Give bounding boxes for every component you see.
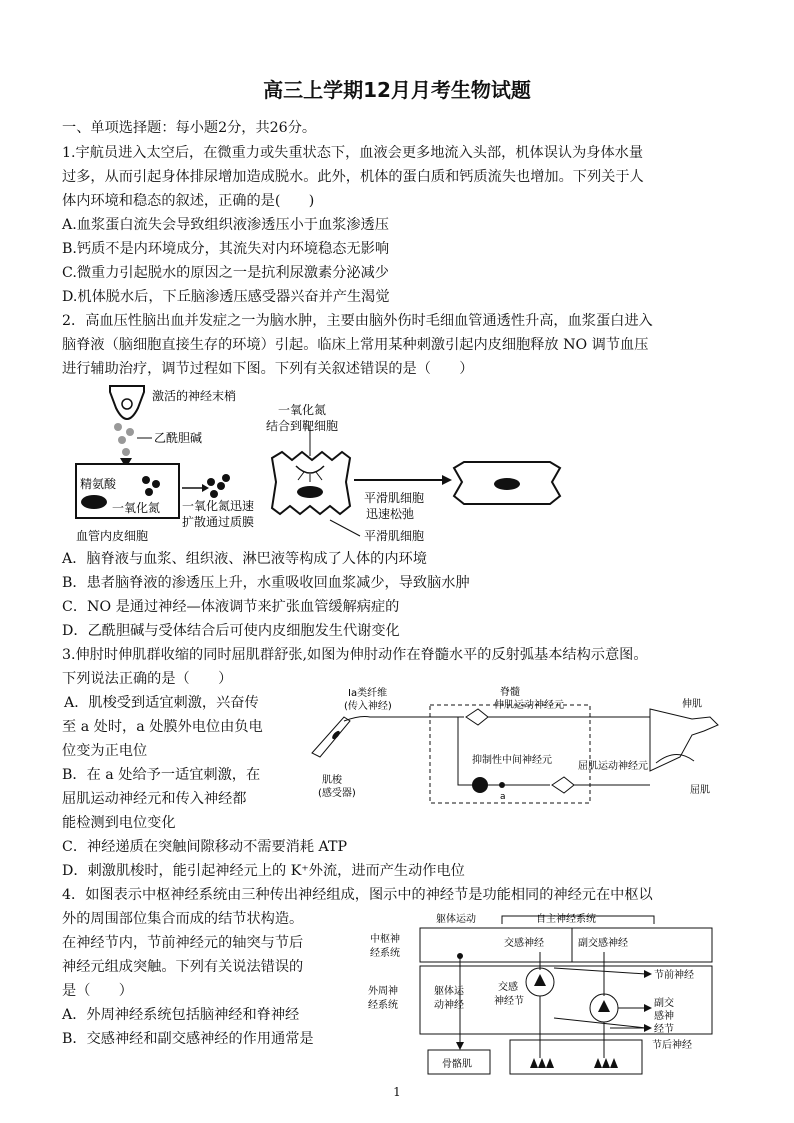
q1-stem-line: 1.宇航员进入太空后，在微重力或失重状态下，血液会更多地流入头部，机体误认为身体水量	[62, 145, 644, 161]
q4-stem-line: 是（ ）	[62, 983, 133, 999]
smooth-muscle-label: 平滑肌细胞	[364, 529, 425, 543]
parasympathetic-ganglion-label: 副交	[654, 998, 674, 1009]
relax-label: 迅速松弛	[366, 507, 415, 521]
spinal-cord-label: 脊髓	[500, 687, 520, 698]
sympathetic-ganglion-label: 神经节	[494, 996, 524, 1007]
q4-stem-line: 神经元组成突触。下列有关说法错误的	[62, 959, 304, 975]
no-bind-label: 一氧化氮	[278, 403, 327, 417]
q2-stem-line: 进行辅助治疗，调节过程如下图。下列有关叙述错误的是（ ）	[62, 361, 474, 377]
arginine-label: 精氨酸	[80, 477, 117, 491]
somatic-motor-nerve-label: 动神经	[434, 1000, 464, 1011]
pns-label: 外周神	[368, 986, 398, 997]
somatic-motor-header: 躯体运动	[436, 914, 476, 925]
no-regulation-diagram	[70, 380, 570, 550]
no-diffusion-label: 扩散通过质膜	[182, 515, 255, 529]
afferent-fiber-label: (传入神经)	[344, 701, 392, 712]
parasympathetic-label: 副交感神经	[578, 938, 628, 949]
reflex-arc-diagram	[300, 683, 720, 808]
q3-option-a: 位变为正电位	[62, 743, 148, 759]
page-title: 高三上学期12月月考生物试题	[263, 78, 531, 102]
inhibitory-neuron-label: 抑制性中间神经元	[472, 755, 552, 766]
q1-stem-line: 体内环境和稳态的叙述，正确的是( )	[62, 193, 315, 209]
q3-option-c: C．神经递质在突触间隙移动不需要消耗 ATP	[62, 839, 348, 855]
no-diffusion-label: 一氧化氮迅速	[182, 499, 255, 513]
q1-option-c: C.微重力引起脱水的原因之一是抗利尿激素分泌减少	[62, 265, 389, 281]
q4-stem-line: 在神经节内，节前神经元的轴突与节后	[62, 935, 304, 951]
q2-option-c: C．NO 是通过神经—体液调节来扩张血管缓解病症的	[62, 599, 400, 615]
q4-stem-line: 4．如图表示中枢神经系统由三种传出神经组成，图示中的神经节是功能相同的神经元在中枢以	[62, 887, 653, 903]
cns-label: 中枢神	[370, 934, 400, 945]
q3-option-b: B．在 a 处给予一适宜刺激，在	[62, 767, 261, 783]
q3-option-d: D．刺激肌梭时，能引起神经元上的 K⁺外流，进而产生动作电位	[62, 863, 465, 879]
no-bind-label: 结合到靶细胞	[266, 419, 339, 433]
sympathetic-ganglion-label: 交感	[498, 982, 518, 993]
q3-option-b: 能检测到电位变化	[62, 815, 176, 831]
autonomic-header: 自主神经系统	[536, 914, 596, 925]
endothelial-cell-label: 血管内皮细胞	[76, 529, 149, 543]
parasympathetic-ganglion-label: 感神	[654, 1011, 674, 1022]
skeletal-muscle-label: 骨骼肌	[442, 1059, 472, 1070]
q1-stem-line: 过多，从而引起身体排尿增加造成脱水。此外，机体的蛋白质和钙质流失也增加。下列关于人	[62, 169, 644, 185]
nerve-ending-label: 激活的神经末梢	[152, 389, 237, 403]
q4-stem-line: 外的周围部位集合而成的结节状构造。	[62, 911, 304, 927]
muscle-spindle-label: (感受器)	[318, 788, 356, 799]
no-label: 一氧化氮	[112, 501, 161, 515]
q1-option-b: B.钙质不是内环境成分，其流失对内环境稳态无影响	[62, 241, 390, 257]
q2-option-b: B．患者脑脊液的渗透压上升，水重吸收回血浆减少，导致脑水肿	[62, 575, 470, 591]
page-number: 1	[393, 1085, 401, 1099]
muscle-spindle-label: 肌梭	[322, 775, 342, 786]
q3-option-b: 屈肌运动神经元和传入神经都	[62, 791, 247, 807]
point-a-label: a	[500, 792, 506, 802]
q3-option-a: A．肌梭受到适宜刺激，兴奋传	[64, 695, 259, 711]
q3-stem-line: 下列说法正确的是（ ）	[62, 671, 233, 687]
q1-option-a: A.血浆蛋白流失会导致组织液渗透压小于血浆渗透压	[62, 217, 389, 233]
postganglionic-label: 节后神经	[652, 1040, 692, 1051]
q2-option-a: A．脑脊液与血浆、组织液、淋巴液等构成了人体的内环境	[62, 551, 427, 567]
q3-option-a: 至 a 处时，a 处膜外电位由负电	[62, 719, 263, 735]
pns-label: 经系统	[368, 1000, 398, 1011]
q4-option-b: B．交感神经和副交感神经的作用通常是	[62, 1031, 314, 1047]
extensor-neuron-label: 伸肌运动神经元	[494, 700, 564, 711]
efferent-nervous-system-diagram	[364, 908, 720, 1076]
ach-label: 乙酰胆碱	[154, 431, 203, 445]
q3-stem-line: 3.伸肘时伸肌群收缩的同时屈肌群舒张,如图为伸肘动作在脊髓水平的反射弧基本结构示意图。	[62, 647, 648, 663]
flexor-neuron-label: 屈肌运动神经元	[578, 761, 648, 772]
cns-label: 经系统	[370, 948, 400, 959]
relax-label: 平滑肌细胞	[364, 491, 425, 505]
preganglionic-label: 节前神经	[654, 970, 694, 981]
parasympathetic-ganglion-label: 经节	[654, 1024, 674, 1035]
sympathetic-label: 交感神经	[504, 938, 544, 949]
afferent-fiber-label: Ia类纤维	[348, 688, 388, 699]
section-heading: 一、单项选择题：每小题2分，共26分。	[62, 120, 317, 136]
q2-option-d: D．乙酰胆碱与受体结合后可使内皮细胞发生代谢变化	[62, 623, 400, 639]
q2-stem-line: 2．高血压性脑出血并发症之一为脑水肿，主要由脑外伤时毛细血管通透性升高，血浆蛋白进入	[62, 313, 653, 329]
extensor-label: 伸肌	[682, 699, 702, 710]
q1-option-d: D.机体脱水后，下丘脑渗透压感受器兴奋并产生渴觉	[62, 289, 390, 305]
q4-option-a: A．外周神经系统包括脑神经和脊神经	[62, 1007, 300, 1023]
q2-stem-line: 脑脊液（脑细胞直接生存的环境）引起。临床上常用某种刺激引起内皮细胞释放 NO 调节血压	[62, 337, 649, 353]
flexor-label: 屈肌	[690, 785, 710, 796]
somatic-motor-nerve-label: 躯体运	[434, 986, 464, 997]
